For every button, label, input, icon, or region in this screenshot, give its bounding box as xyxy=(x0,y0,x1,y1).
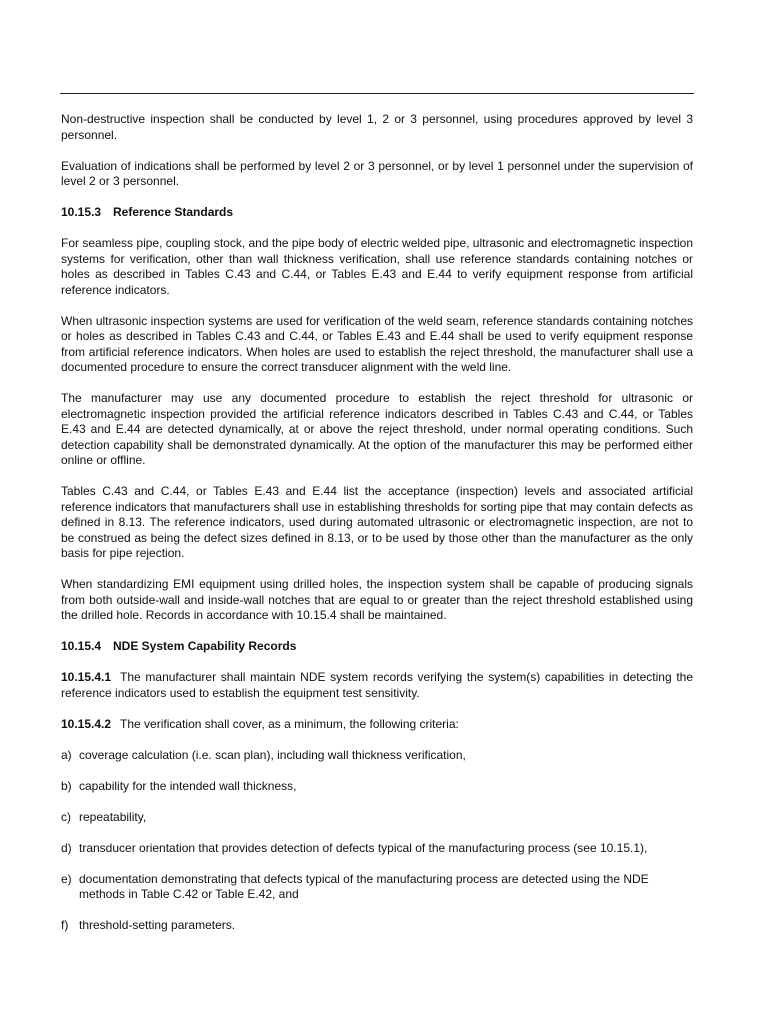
header-rule xyxy=(60,93,694,94)
paragraph-acceptance-levels: Tables C.43 and C.44, or Tables E.43 and E.44 list the acceptance (inspection) levels and associated artificial reference indicators that manufacturers shall use in establishing thresholds for sorting pipe that may contain defects as defined in 8.13. The reference indicators, used during automated ultrasonic or electromagnetic inspection, are not to be construed as being the defect sizes defined in 8.13, or to be used by those other than the manufacturer as the only basis for pipe rejection. xyxy=(61,484,693,560)
paragraph-nde-personnel: Non-destructive inspection shall be conducted by level 1, 2 or 3 personnel, using procedures approved by level 3 personnel. xyxy=(61,112,693,142)
list-item-text: transducer orientation that provides detection of defects typical of the manufacturing process (see 10.15.1), xyxy=(79,840,648,855)
paragraph-10-15-4-2 xyxy=(61,717,693,733)
list-item xyxy=(61,841,693,857)
list-item xyxy=(61,748,693,764)
list-marker: e) xyxy=(61,871,72,886)
list-item xyxy=(61,779,693,795)
list-item-text: documentation demonstrating that defects typical of the manufacturing process are detected using the NDE methods in Table C.42 or Table E.42, and xyxy=(79,871,649,901)
list-marker: f) xyxy=(61,918,69,932)
clause-number: 10.15.4.1 xyxy=(61,670,112,684)
clause-number: 10.15.4.2 xyxy=(61,716,112,731)
section-title: NDE System Capability Records xyxy=(113,639,297,653)
paragraph-reject-threshold: The manufacturer may use any documented procedure to establish the reject threshold for ultrasonic or electromagnetic inspection provided the artificial reference indicators described in Tables C.43 and C.44, or Tables E.43 and E.44 are detected dynamically, at or above the reject threshold, under normal operating conditions. Such detection capability shall be demonstrated dynamically. At the option of the manufacturer this may be performed either online or offline. xyxy=(61,391,693,467)
list-item-text: threshold-setting parameters. xyxy=(79,918,236,932)
section-heading-capability-records xyxy=(61,639,693,655)
paragraph-10-15-4-1 xyxy=(61,670,693,701)
list-marker: a) xyxy=(61,747,72,762)
list-item-text: capability for the intended wall thickness, xyxy=(79,778,297,793)
list-item-text: repeatability, xyxy=(79,809,147,824)
section-number: 10.15.4 xyxy=(61,639,102,653)
document-body xyxy=(61,112,693,949)
clause-text: The verification shall cover, as a minimum, the following criteria: xyxy=(120,716,459,731)
section-heading-reference-standards xyxy=(61,205,693,221)
paragraph-weld-seam: When ultrasonic inspection systems are used for verification of the weld seam, reference standards containing notches or holes as described in Tables C.43 and C.44, or Tables E.43 and E.44 shall be used to verify equipment response from artificial reference indicators. When holes are used to establish the reject threshold, the manufacturer shall use a documented procedure to ensure the correct transducer alignment with the weld line. xyxy=(61,313,693,374)
section-title: Reference Standards xyxy=(113,205,234,219)
paragraph-seamless-pipe: For seamless pipe, coupling stock, and the pipe body of electric welded pipe, ultrasonic and electromagnetic inspection systems for verification, other than wall thickness verification, shall use reference standards containing notches or holes as described in Tables C.43 and C.44, or Tables E.43 and E.44 to verify equipment response from artificial reference indicators. xyxy=(61,236,693,297)
list-marker: c) xyxy=(61,809,71,824)
list-item xyxy=(61,918,693,934)
list-item xyxy=(61,810,693,826)
list-marker: b) xyxy=(61,778,72,793)
list-item xyxy=(61,872,693,903)
list-item-text: coverage calculation (i.e. scan plan), including wall thickness verification, xyxy=(79,747,466,762)
paragraph-evaluation-personnel: Evaluation of indications shall be performed by level 2 or 3 personnel, or by level 1 personnel under the supervision of level 2 or 3 personnel. xyxy=(61,158,693,188)
clause-text: The manufacturer shall maintain NDE system records verifying the system(s) capabilities in detecting the reference indicators used to establish the equipment test sensitivity. xyxy=(61,670,693,700)
section-number: 10.15.3 xyxy=(61,205,102,219)
list-marker: d) xyxy=(61,840,72,855)
paragraph-emi-equipment: When standardizing EMI equipment using drilled holes, the inspection system shall be capable of producing signals from both outside-wall and inside-wall notches that are equal to or greater than the reject threshold established using the drilled hole. Records in accordance with 10.15.4 shall be maintained. xyxy=(61,577,693,622)
